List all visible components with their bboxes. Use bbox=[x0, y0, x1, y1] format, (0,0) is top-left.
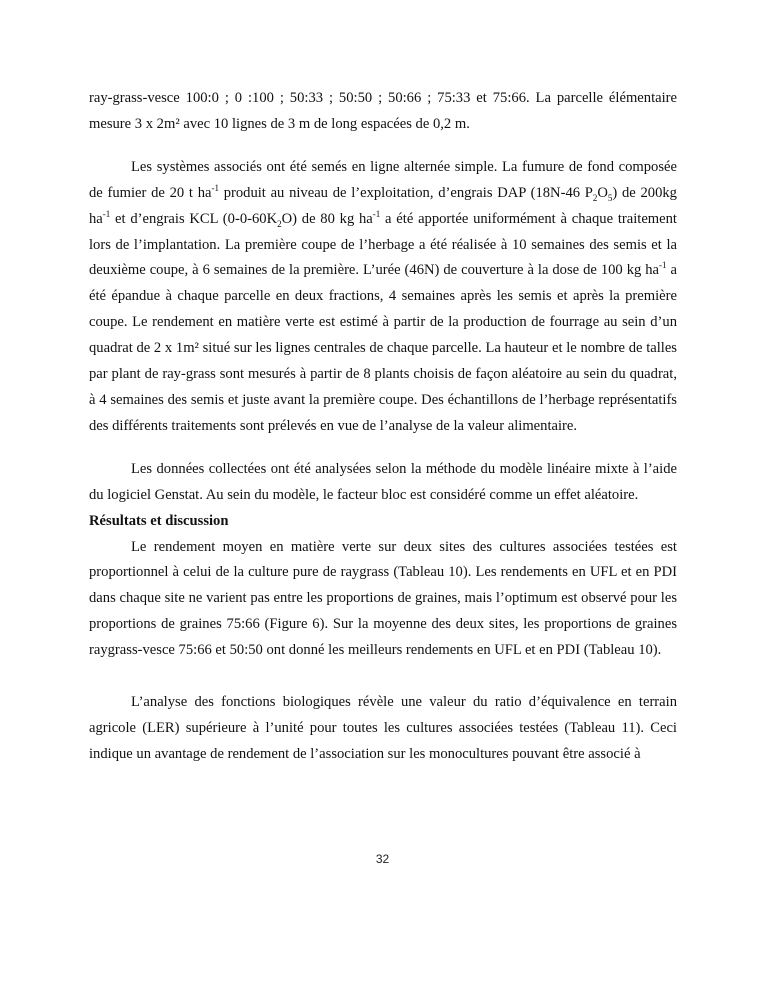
document-body bbox=[89, 86, 677, 768]
subscript-two: 2 bbox=[592, 192, 598, 203]
section-heading: Résultats et discussion bbox=[89, 512, 229, 529]
methods-text-5: et d’engrais KCL (0-0-60K bbox=[110, 210, 278, 227]
paragraph-plot-design: ray-grass-vesce 100:0 ; 0 :100 ; 50:33 ; 50:50 ; 50:66 ; 75:33 et 75:66. La parcelle élémentaire mesure 3 x 2m² avec 10 lignes de 3 m de long espacées de 0,2 m. bbox=[89, 90, 677, 132]
subscript-five: 5 bbox=[607, 192, 613, 203]
paragraph-ler-analysis: L’analyse des fonctions biologiques révèle une valeur du ratio d’équivalence en terrain agricole (LER) supérieure à l’unité pour toutes les cultures associées testées (Tableau 11). Ceci indique un avantage de rendement de l’association sur les monocultures pouvant être associé à bbox=[89, 694, 677, 762]
paragraph-statistics: Les données collectées ont été analysées selon la méthode du modèle linéaire mixte à l’aide du logiciel Genstat. Au sein du modèle, le facteur bloc est considéré comme un effet aléatoire. bbox=[89, 460, 677, 503]
superscript-minus-one: -1 bbox=[372, 208, 381, 219]
methods-text-3: O bbox=[597, 184, 608, 201]
superscript-minus-one: -1 bbox=[211, 182, 219, 193]
methods-text-4: ) de 200kg ha bbox=[89, 184, 677, 227]
methods-text-8: a été épandue à chaque parcelle en deux fractions, 4 semaines après les semis et après la première coupe. Le rendement en matière verte est estimé à partir de la production de fourrage au sein d’un quadrat de 2 x 1m² situé sur les lignes centrales de chaque parcelle. La hauteur et le nombre de talles par plant de ray-grass sont mesurés à partir de 8 plants choisis de façon aléatoire au sein du quadrat, à 4 semaines des semis et juste avant la première coupe. Des échantillons de l’herbage représentatifs des différents traitements sont prélevés en vue de l’analyse de la valeur alimentaire. bbox=[89, 262, 677, 434]
superscript-minus-one: -1 bbox=[102, 208, 111, 219]
methods-text-7: a été apportée uniformément à chaque traitement lors de l’implantation. La première coupe de l’herbage a été réalisée à 10 semaines des semis et la deuxième coupe, à 6 semaines de la première. L’urée (46N) de couverture à la dose de 100 kg ha bbox=[89, 210, 677, 279]
subscript-two: 2 bbox=[277, 218, 282, 229]
superscript-minus-one: -1 bbox=[659, 260, 667, 271]
methods-text-6: O) de 80 kg ha bbox=[281, 210, 373, 227]
page-number: 32 bbox=[375, 852, 390, 866]
paragraph-methods bbox=[89, 155, 677, 440]
methods-text-1: Les systèmes associés ont été semés en ligne alternée simple. La fumure de fond composée de fumier de 20 t ha bbox=[89, 158, 677, 201]
methods-text-2: produit au niveau de l’exploitation, d’engrais DAP (18N-46 P bbox=[218, 184, 593, 201]
paragraph-results: Le rendement moyen en matière verte sur deux sites des cultures associées testées est proportionnel à celui de la culture pure de raygrass (Tableau 10). Les rendements en UFL et en PDI dans chaque site ne varient pas entre les proportions de graines, mais l’optimum est observé pour les proportions de graines 75:66 (Figure 6). Sur la moyenne des deux sites, les proportions de graines raygrass-vesce 75:66 et 50:50 ont donné les meilleurs rendements en UFL et en PDI (Tableau 10). bbox=[89, 538, 677, 659]
